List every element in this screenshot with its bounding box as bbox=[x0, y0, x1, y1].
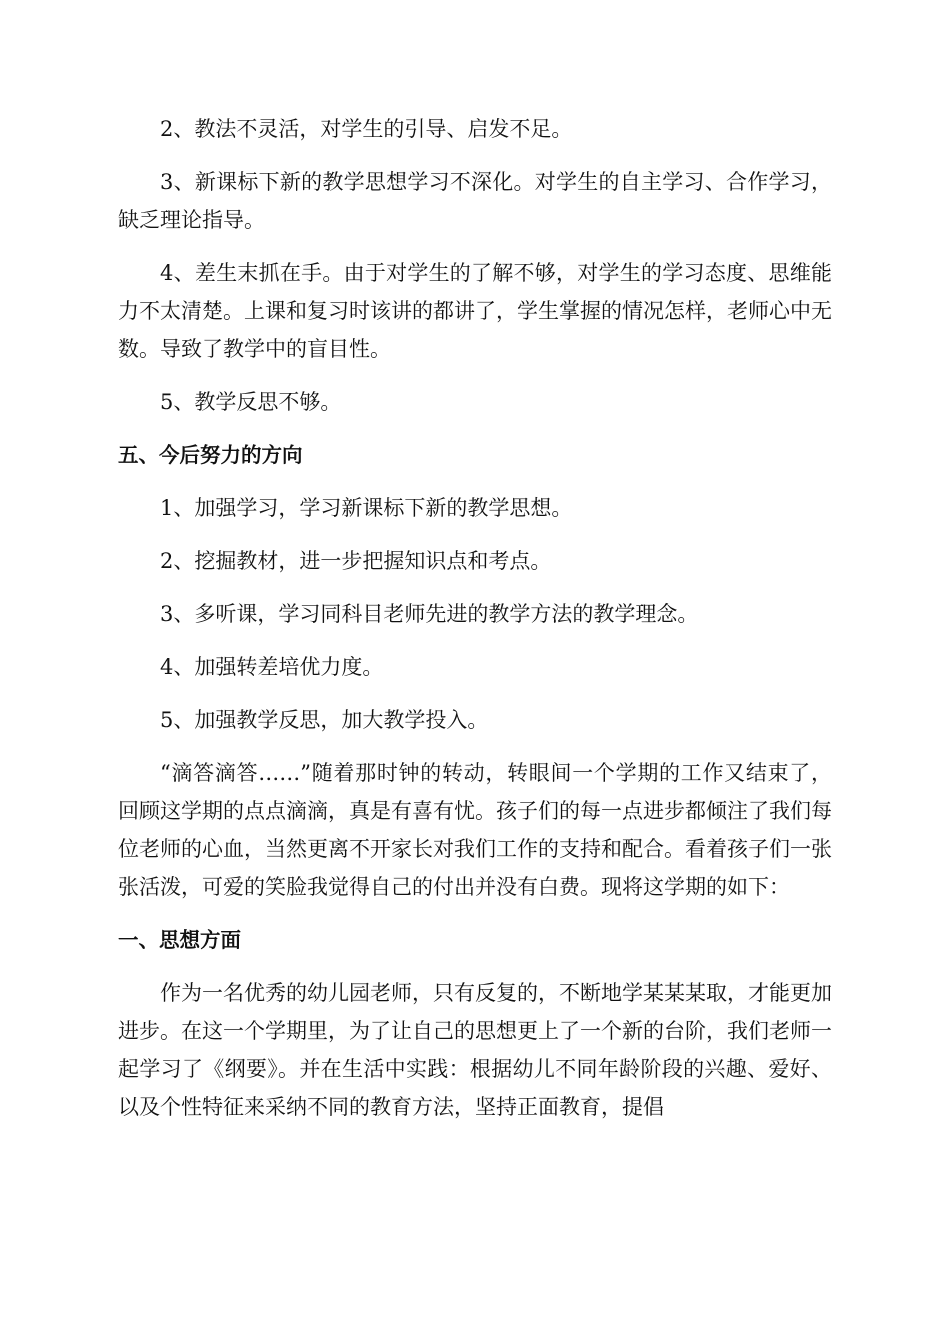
document-body bbox=[118, 110, 832, 1141]
thought-paragraph: 作为一名优秀的幼儿园老师，只有反复的，不断地学某某某取，才能更加进步。在这一个学期里，为了让自己的思想更上了一个新的台阶，我们老师一起学习了《纲要》。并在生活中实践：根据幼儿不同年龄阶段的兴趣、爱好、以及个性特征来采纳不同的教育方法，坚持正面教育，提倡 bbox=[118, 981, 832, 1119]
list-item-problem-5: 5、教学反思不够。 bbox=[160, 390, 342, 414]
section-heading-future-direction: 五、今后努力的方向 bbox=[118, 443, 303, 467]
list-item-problem-2: 2、教法不灵活，对学生的引导、启发不足。 bbox=[160, 117, 573, 141]
list-item-problem-4: 4、差生末抓在手。由于对学生的了解不够，对学生的学习态度、思维能力不太清楚。上课和复习时该讲的都讲了，学生掌握的情况怎样，老师心中无数。导致了教学中的盲目性。 bbox=[118, 261, 832, 361]
list-item-direction-5: 5、加强教学反思，加大教学投入。 bbox=[160, 708, 489, 732]
list-item-direction-3: 3、多听课，学习同科目老师先进的教学方法的教学理念。 bbox=[160, 602, 699, 626]
list-item-problem-3: 3、新课标下新的教学思想学习不深化。对学生的自主学习、合作学习，缺乏理论指导。 bbox=[118, 170, 832, 232]
list-item-direction-2: 2、挖掘教材，进一步把握知识点和考点。 bbox=[160, 549, 552, 573]
section-heading-thought: 一、思想方面 bbox=[118, 928, 241, 952]
list-item-direction-4: 4、加强转差培优力度。 bbox=[160, 655, 384, 679]
list-item-direction-1: 1、加强学习，学习新课标下新的教学思想。 bbox=[160, 496, 573, 520]
intro-paragraph: “滴答滴答……”随着那时钟的转动，转眼间一个学期的工作又结束了，回顾这学期的点点滴滴，真是有喜有忧。孩子们的每一点进步都倾注了我们每位老师的心血，当然更离不开家长对我们工作的支持和配合。看着孩子们一张张活泼，可爱的笑脸我觉得自己的付出并没有白费。现将这学期的如下： bbox=[118, 761, 832, 899]
